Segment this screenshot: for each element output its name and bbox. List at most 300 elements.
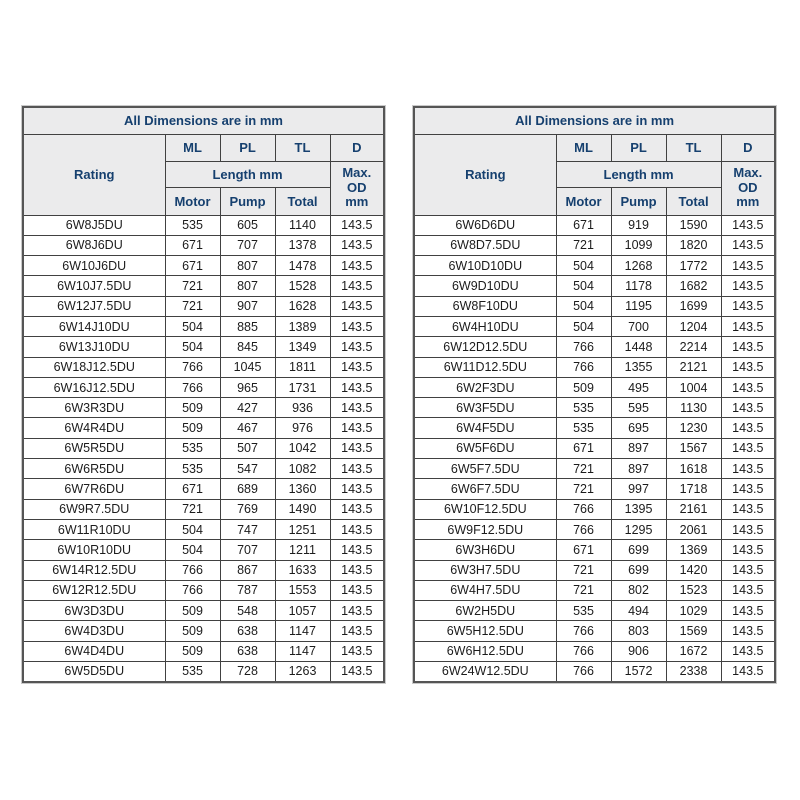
value-cell: 1042 <box>275 438 330 458</box>
abbrev-header-row <box>23 134 384 161</box>
value-cell: 504 <box>165 540 220 560</box>
value-cell: 1369 <box>666 540 721 560</box>
value-cell: 143.5 <box>330 580 384 600</box>
value-cell: 721 <box>556 459 611 479</box>
value-cell: 766 <box>556 621 611 641</box>
value-cell: 1672 <box>666 641 721 661</box>
value-cell: 707 <box>220 235 275 255</box>
value-cell: 1295 <box>611 519 666 539</box>
value-cell: 1699 <box>666 296 721 316</box>
value-cell: 547 <box>220 459 275 479</box>
value-cell: 1528 <box>275 276 330 296</box>
value-cell: 535 <box>165 215 220 235</box>
rating-cell: 6W5F6DU <box>414 438 556 458</box>
tl-header: TL <box>666 134 721 161</box>
value-cell: 802 <box>611 580 666 600</box>
motor-header: Motor <box>165 187 220 215</box>
value-cell: 1618 <box>666 459 721 479</box>
rating-cell: 6W7R6DU <box>23 479 165 499</box>
value-cell: 143.5 <box>721 357 775 377</box>
value-cell: 1569 <box>666 621 721 641</box>
value-cell: 721 <box>556 560 611 580</box>
rating-cell: 6W6H12.5DU <box>414 641 556 661</box>
table-row <box>23 662 384 682</box>
value-cell: 143.5 <box>721 398 775 418</box>
value-cell: 766 <box>556 662 611 682</box>
value-cell: 143.5 <box>721 276 775 296</box>
value-cell: 976 <box>275 418 330 438</box>
value-cell: 143.5 <box>721 641 775 661</box>
rating-cell: 6W11R10DU <box>23 519 165 539</box>
table-row <box>23 377 384 397</box>
value-cell: 143.5 <box>721 438 775 458</box>
value-cell: 906 <box>611 641 666 661</box>
value-cell: 1147 <box>275 621 330 641</box>
table-row <box>23 215 384 235</box>
value-cell: 919 <box>611 215 666 235</box>
value-cell: 2214 <box>666 337 721 357</box>
value-cell: 143.5 <box>721 580 775 600</box>
table-row <box>23 519 384 539</box>
value-cell: 427 <box>220 398 275 418</box>
value-cell: 1230 <box>666 418 721 438</box>
rating-cell: 6W8J5DU <box>23 215 165 235</box>
value-cell: 1147 <box>275 641 330 661</box>
value-cell: 509 <box>165 418 220 438</box>
value-cell: 845 <box>220 337 275 357</box>
value-cell: 143.5 <box>721 519 775 539</box>
value-cell: 143.5 <box>721 235 775 255</box>
value-cell: 907 <box>220 296 275 316</box>
value-cell: 507 <box>220 438 275 458</box>
table-row <box>414 357 775 377</box>
value-cell: 143.5 <box>330 337 384 357</box>
value-cell: 766 <box>165 580 220 600</box>
value-cell: 504 <box>165 337 220 357</box>
table-row <box>414 641 775 661</box>
value-cell: 1820 <box>666 235 721 255</box>
value-cell: 535 <box>556 601 611 621</box>
value-cell: 143.5 <box>721 479 775 499</box>
value-cell: 605 <box>220 215 275 235</box>
left-table-body <box>23 215 384 682</box>
value-cell: 1004 <box>666 377 721 397</box>
value-cell: 867 <box>220 560 275 580</box>
value-cell: 2121 <box>666 357 721 377</box>
value-cell: 689 <box>220 479 275 499</box>
table-row <box>414 499 775 519</box>
value-cell: 1590 <box>666 215 721 235</box>
value-cell: 1490 <box>275 499 330 519</box>
table-row <box>414 377 775 397</box>
rating-cell: 6W2H5DU <box>414 601 556 621</box>
value-cell: 699 <box>611 540 666 560</box>
rating-cell: 6W18J12.5DU <box>23 357 165 377</box>
value-cell: 2338 <box>666 662 721 682</box>
table-row <box>414 296 775 316</box>
rating-cell: 6W10D10DU <box>414 256 556 276</box>
value-cell: 509 <box>165 398 220 418</box>
value-cell: 728 <box>220 662 275 682</box>
table-row <box>414 601 775 621</box>
rating-header: Rating <box>23 134 165 215</box>
value-cell: 504 <box>556 316 611 336</box>
rating-cell: 6W5R5DU <box>23 438 165 458</box>
rating-cell: 6W14J10DU <box>23 316 165 336</box>
value-cell: 766 <box>165 377 220 397</box>
value-cell: 595 <box>611 398 666 418</box>
value-cell: 535 <box>165 662 220 682</box>
value-cell: 143.5 <box>330 479 384 499</box>
rating-cell: 6W4D4DU <box>23 641 165 661</box>
value-cell: 721 <box>556 479 611 499</box>
value-cell: 671 <box>556 215 611 235</box>
value-cell: 504 <box>556 256 611 276</box>
value-cell: 807 <box>220 256 275 276</box>
value-cell: 467 <box>220 418 275 438</box>
rating-header: Rating <box>414 134 556 215</box>
rating-cell: 6W8F10DU <box>414 296 556 316</box>
table-row <box>414 459 775 479</box>
value-cell: 509 <box>165 641 220 661</box>
rating-cell: 6W12R12.5DU <box>23 580 165 600</box>
value-cell: 671 <box>165 479 220 499</box>
value-cell: 143.5 <box>330 540 384 560</box>
right-table-body <box>414 215 775 682</box>
rating-cell: 6W6D6DU <box>414 215 556 235</box>
value-cell: 143.5 <box>330 296 384 316</box>
value-cell: 143.5 <box>330 459 384 479</box>
value-cell: 747 <box>220 519 275 539</box>
value-cell: 897 <box>611 438 666 458</box>
value-cell: 803 <box>611 621 666 641</box>
value-cell: 143.5 <box>330 276 384 296</box>
value-cell: 509 <box>165 601 220 621</box>
value-cell: 1718 <box>666 479 721 499</box>
value-cell: 143.5 <box>330 662 384 682</box>
table-row <box>23 479 384 499</box>
rating-cell: 6W3D3DU <box>23 601 165 621</box>
rating-cell: 6W4D3DU <box>23 621 165 641</box>
value-cell: 997 <box>611 479 666 499</box>
value-cell: 936 <box>275 398 330 418</box>
value-cell: 699 <box>611 560 666 580</box>
value-cell: 1099 <box>611 235 666 255</box>
value-cell: 143.5 <box>330 418 384 438</box>
dimensions-table-right <box>413 106 776 683</box>
table-row <box>23 540 384 560</box>
value-cell: 700 <box>611 316 666 336</box>
value-cell: 143.5 <box>330 235 384 255</box>
table-row <box>414 662 775 682</box>
table-row <box>23 256 384 276</box>
value-cell: 1130 <box>666 398 721 418</box>
value-cell: 509 <box>556 377 611 397</box>
value-cell: 638 <box>220 641 275 661</box>
table-row <box>23 499 384 519</box>
value-cell: 494 <box>611 601 666 621</box>
table-row <box>23 601 384 621</box>
table-title: All Dimensions are in mm <box>414 107 775 134</box>
d-header: D <box>330 134 384 161</box>
value-cell: 1682 <box>666 276 721 296</box>
value-cell: 766 <box>165 560 220 580</box>
value-cell: 143.5 <box>330 398 384 418</box>
value-cell: 143.5 <box>721 662 775 682</box>
rating-cell: 6W12J7.5DU <box>23 296 165 316</box>
value-cell: 671 <box>556 438 611 458</box>
tables-container <box>22 106 800 683</box>
value-cell: 143.5 <box>721 459 775 479</box>
pump-header: Pump <box>611 187 666 215</box>
rating-cell: 6W10J7.5DU <box>23 276 165 296</box>
value-cell: 1263 <box>275 662 330 682</box>
table-row <box>23 357 384 377</box>
value-cell: 535 <box>556 418 611 438</box>
rating-cell: 6W13J10DU <box>23 337 165 357</box>
table-row <box>414 256 775 276</box>
rating-cell: 6W10R10DU <box>23 540 165 560</box>
table-row <box>23 316 384 336</box>
table-row <box>414 560 775 580</box>
rating-cell: 6W4F5DU <box>414 418 556 438</box>
abbrev-header-row <box>414 134 775 161</box>
pl-header: PL <box>220 134 275 161</box>
table-row <box>414 418 775 438</box>
value-cell: 143.5 <box>330 316 384 336</box>
value-cell: 885 <box>220 316 275 336</box>
value-cell: 143.5 <box>330 215 384 235</box>
value-cell: 1029 <box>666 601 721 621</box>
pump-header: Pump <box>220 187 275 215</box>
value-cell: 495 <box>611 377 666 397</box>
table-row <box>414 519 775 539</box>
value-cell: 721 <box>165 499 220 519</box>
value-cell: 504 <box>556 276 611 296</box>
value-cell: 766 <box>165 357 220 377</box>
rating-cell: 6W10F12.5DU <box>414 499 556 519</box>
value-cell: 766 <box>556 499 611 519</box>
value-cell: 143.5 <box>721 337 775 357</box>
table-row <box>23 337 384 357</box>
table-row <box>23 418 384 438</box>
value-cell: 1572 <box>611 662 666 682</box>
value-cell: 1523 <box>666 580 721 600</box>
value-cell: 766 <box>556 337 611 357</box>
value-cell: 143.5 <box>721 560 775 580</box>
table-row <box>23 296 384 316</box>
rating-cell: 6W10J6DU <box>23 256 165 276</box>
rating-cell: 6W6R5DU <box>23 459 165 479</box>
rating-cell: 6W3R3DU <box>23 398 165 418</box>
value-cell: 1057 <box>275 601 330 621</box>
value-cell: 1478 <box>275 256 330 276</box>
rating-cell: 6W9R7.5DU <box>23 499 165 519</box>
rating-cell: 6W24W12.5DU <box>414 662 556 682</box>
value-cell: 766 <box>556 519 611 539</box>
value-cell: 143.5 <box>721 296 775 316</box>
value-cell: 721 <box>556 580 611 600</box>
table-row <box>414 276 775 296</box>
table-row <box>23 438 384 458</box>
pl-header: PL <box>611 134 666 161</box>
table-row <box>23 235 384 255</box>
rating-cell: 6W11D12.5DU <box>414 357 556 377</box>
rating-cell: 6W5F7.5DU <box>414 459 556 479</box>
value-cell: 671 <box>165 235 220 255</box>
motor-header: Motor <box>556 187 611 215</box>
d-header: D <box>721 134 775 161</box>
value-cell: 143.5 <box>330 621 384 641</box>
value-cell: 766 <box>556 641 611 661</box>
rating-cell: 6W9F12.5DU <box>414 519 556 539</box>
value-cell: 897 <box>611 459 666 479</box>
max-od-header: Max. OD mm <box>330 161 384 215</box>
table-row <box>414 479 775 499</box>
value-cell: 143.5 <box>721 540 775 560</box>
value-cell: 766 <box>556 357 611 377</box>
rating-cell: 6W9D10DU <box>414 276 556 296</box>
rating-cell: 6W5H12.5DU <box>414 621 556 641</box>
value-cell: 2061 <box>666 519 721 539</box>
table-row <box>414 540 775 560</box>
value-cell: 1389 <box>275 316 330 336</box>
value-cell: 1251 <box>275 519 330 539</box>
value-cell: 1811 <box>275 357 330 377</box>
value-cell: 143.5 <box>721 418 775 438</box>
value-cell: 548 <box>220 601 275 621</box>
value-cell: 2161 <box>666 499 721 519</box>
value-cell: 1567 <box>666 438 721 458</box>
rating-cell: 6W4R4DU <box>23 418 165 438</box>
value-cell: 1211 <box>275 540 330 560</box>
value-cell: 143.5 <box>721 316 775 336</box>
value-cell: 1633 <box>275 560 330 580</box>
rating-cell: 6W3F5DU <box>414 398 556 418</box>
value-cell: 1553 <box>275 580 330 600</box>
value-cell: 707 <box>220 540 275 560</box>
value-cell: 1204 <box>666 316 721 336</box>
value-cell: 1420 <box>666 560 721 580</box>
value-cell: 671 <box>165 256 220 276</box>
rating-cell: 6W2F3DU <box>414 377 556 397</box>
value-cell: 535 <box>556 398 611 418</box>
value-cell: 143.5 <box>330 438 384 458</box>
rating-cell: 6W6F7.5DU <box>414 479 556 499</box>
ml-header: ML <box>165 134 220 161</box>
value-cell: 1195 <box>611 296 666 316</box>
value-cell: 504 <box>165 316 220 336</box>
table-row <box>23 459 384 479</box>
table-row <box>414 438 775 458</box>
table-row <box>414 580 775 600</box>
value-cell: 535 <box>165 438 220 458</box>
value-cell: 1140 <box>275 215 330 235</box>
value-cell: 509 <box>165 621 220 641</box>
rating-cell: 6W5D5DU <box>23 662 165 682</box>
dimensions-table-left <box>22 106 385 683</box>
value-cell: 1448 <box>611 337 666 357</box>
value-cell: 638 <box>220 621 275 641</box>
rating-cell: 6W4H10DU <box>414 316 556 336</box>
table-row <box>23 560 384 580</box>
value-cell: 769 <box>220 499 275 519</box>
table-row <box>23 641 384 661</box>
total-header: Total <box>666 187 721 215</box>
ml-header: ML <box>556 134 611 161</box>
rating-cell: 6W14R12.5DU <box>23 560 165 580</box>
value-cell: 143.5 <box>330 256 384 276</box>
value-cell: 143.5 <box>721 499 775 519</box>
value-cell: 143.5 <box>330 560 384 580</box>
total-header: Total <box>275 187 330 215</box>
value-cell: 721 <box>165 296 220 316</box>
table-row <box>23 398 384 418</box>
value-cell: 143.5 <box>721 256 775 276</box>
value-cell: 143.5 <box>330 377 384 397</box>
max-od-header: Max. OD mm <box>721 161 775 215</box>
value-cell: 504 <box>165 519 220 539</box>
value-cell: 143.5 <box>721 215 775 235</box>
value-cell: 721 <box>556 235 611 255</box>
value-cell: 671 <box>556 540 611 560</box>
value-cell: 143.5 <box>330 641 384 661</box>
title-row <box>23 107 384 134</box>
table-row <box>414 621 775 641</box>
table-row <box>414 398 775 418</box>
table-title: All Dimensions are in mm <box>23 107 384 134</box>
value-cell: 787 <box>220 580 275 600</box>
value-cell: 535 <box>165 459 220 479</box>
value-cell: 721 <box>165 276 220 296</box>
rating-cell: 6W4H7.5DU <box>414 580 556 600</box>
value-cell: 807 <box>220 276 275 296</box>
title-row <box>414 107 775 134</box>
value-cell: 1178 <box>611 276 666 296</box>
value-cell: 1349 <box>275 337 330 357</box>
value-cell: 1045 <box>220 357 275 377</box>
rating-cell: 6W8D7.5DU <box>414 235 556 255</box>
value-cell: 143.5 <box>330 519 384 539</box>
value-cell: 1731 <box>275 377 330 397</box>
value-cell: 1082 <box>275 459 330 479</box>
table-row <box>414 337 775 357</box>
value-cell: 143.5 <box>330 357 384 377</box>
table-row <box>23 621 384 641</box>
length-mm-header: Length mm <box>165 161 330 187</box>
rating-cell: 6W3H7.5DU <box>414 560 556 580</box>
value-cell: 1395 <box>611 499 666 519</box>
value-cell: 143.5 <box>721 621 775 641</box>
table-row <box>414 316 775 336</box>
value-cell: 504 <box>556 296 611 316</box>
value-cell: 143.5 <box>721 601 775 621</box>
rating-cell: 6W3H6DU <box>414 540 556 560</box>
value-cell: 1360 <box>275 479 330 499</box>
value-cell: 143.5 <box>330 499 384 519</box>
table-row <box>23 276 384 296</box>
value-cell: 965 <box>220 377 275 397</box>
value-cell: 1355 <box>611 357 666 377</box>
value-cell: 695 <box>611 418 666 438</box>
value-cell: 143.5 <box>330 601 384 621</box>
table-row <box>414 235 775 255</box>
value-cell: 1378 <box>275 235 330 255</box>
tl-header: TL <box>275 134 330 161</box>
table-row <box>414 215 775 235</box>
rating-cell: 6W8J6DU <box>23 235 165 255</box>
value-cell: 1628 <box>275 296 330 316</box>
